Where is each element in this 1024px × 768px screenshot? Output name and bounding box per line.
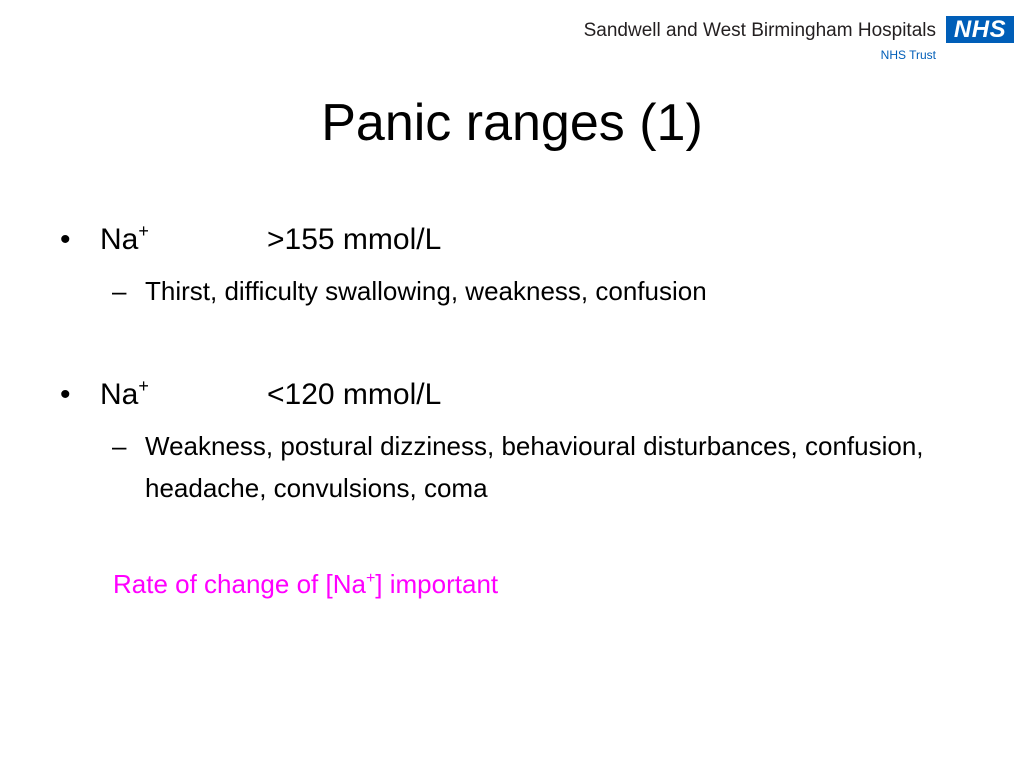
organization-name: Sandwell and West Birmingham Hospitals <box>583 20 936 41</box>
range-value: >155 mmol/L <box>267 223 442 256</box>
range-value: <120 mmol/L <box>267 378 442 411</box>
bullet-icon: • <box>60 378 71 411</box>
sub-bullet-sodium-high <box>112 270 952 312</box>
bullet-sodium-low <box>60 377 441 413</box>
dash-icon: – <box>112 276 127 306</box>
symptom-text: Weakness, postural dizziness, behavioural disturbances, confusion, headache, convulsions, coma <box>145 431 924 503</box>
bullet-sodium-high <box>60 222 441 258</box>
ion-label: Na+ <box>100 221 149 256</box>
symptom-text: Thirst, difficulty swallowing, weakness, confusion <box>145 276 707 306</box>
nhs-logo: NHS <box>946 16 1014 43</box>
organization-subtitle: NHS Trust <box>880 48 936 62</box>
sub-bullet-sodium-low <box>112 425 952 509</box>
slide-title: Panic ranges (1) <box>321 94 703 152</box>
bullet-icon: • <box>60 223 71 256</box>
ion-label: Na+ <box>100 376 149 411</box>
rate-of-change-note: Rate of change of [Na+] important <box>113 569 499 599</box>
dash-icon: – <box>112 431 127 461</box>
